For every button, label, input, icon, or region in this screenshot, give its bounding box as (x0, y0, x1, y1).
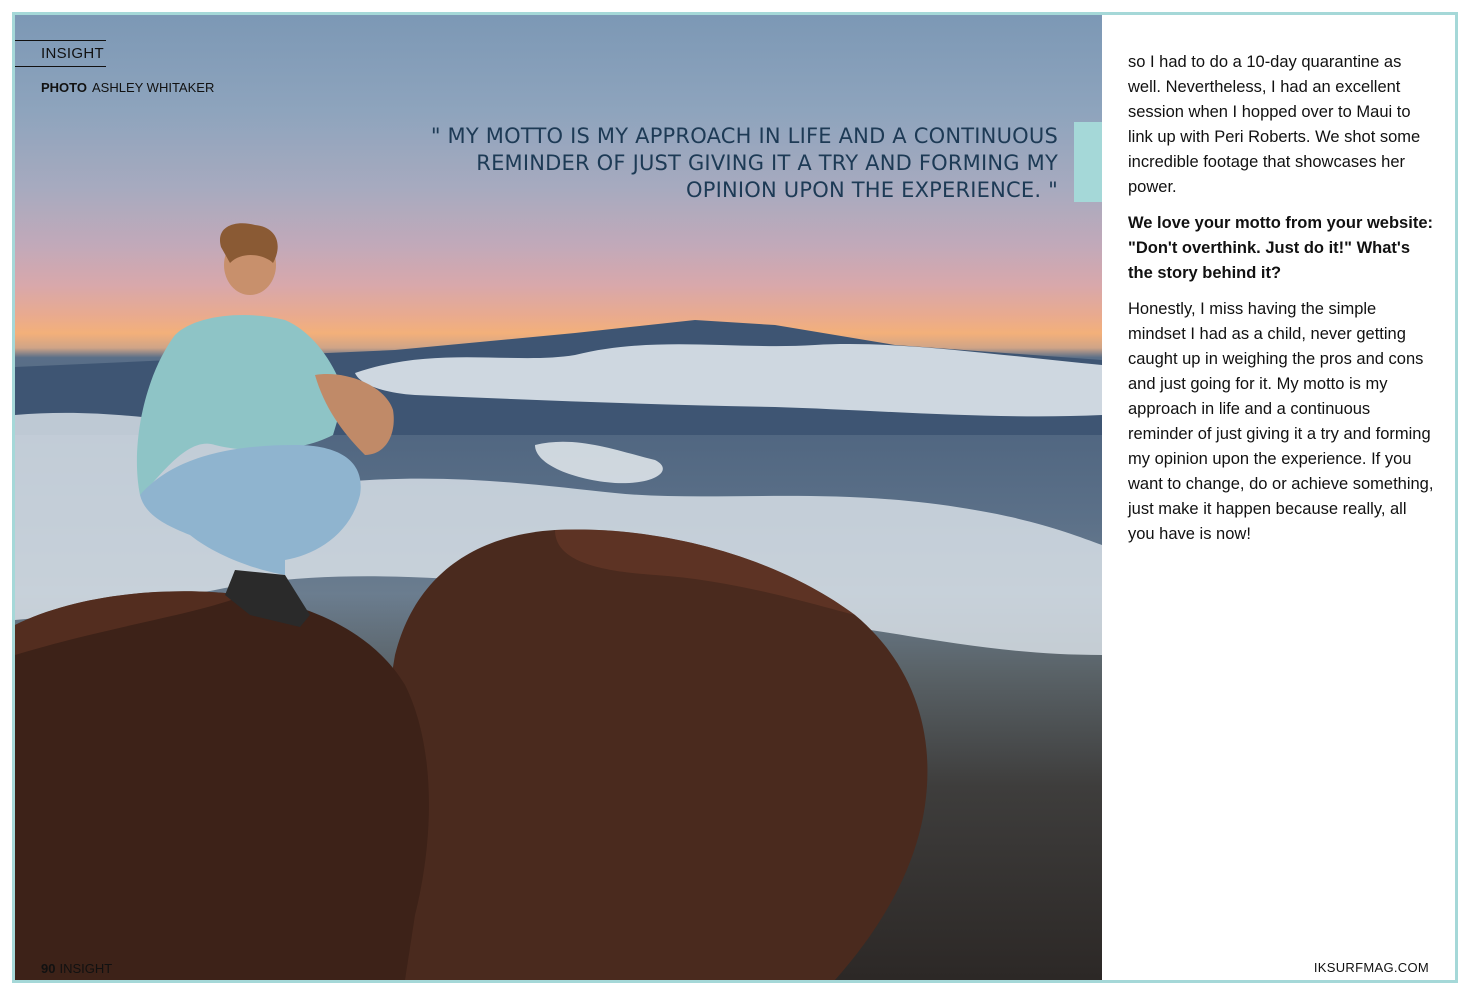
article-paragraph: Honestly, I miss having the simple mindset I had as a child, never getting caught up in weighing the pros and cons and just going for it. My motto is my approach in life and a continuous reminder of just giving it a try and forming my opinion upon the experience. If you want to change, do or achieve something, just make it happen because really, all you have is now! (1128, 300, 1434, 543)
section-label: INSIGHT (41, 45, 104, 62)
interview-question: We love your motto from your website: "Don't overthink. Just do it!" What's the story behind it? (1128, 214, 1433, 282)
photo-credit (41, 80, 214, 95)
quote-accent-bar (1074, 122, 1102, 202)
page-number: 90 (41, 961, 56, 976)
pull-quote: " MY MOTTO IS MY APPROACH IN LIFE AND A CONTINUOUS REMINDER OF JUST GIVING IT A TRY AND FORMING MY OPINION UPON THE EXPERIENCE. " (430, 124, 1058, 202)
photo-credit-label: PHOTO (41, 80, 87, 95)
photographer-name: ASHLEY WHITAKER (92, 80, 215, 95)
hero-photo (15, 15, 1102, 980)
folio-section: INSIGHT (59, 961, 113, 976)
boulder-left (15, 591, 429, 980)
website-url: IKSURFMAG.COM (1313, 960, 1429, 975)
article-column (1128, 50, 1434, 558)
article-paragraph: so I had to do a 10-day quarantine as well. Nevertheless, I had an excellent session when I hopped over to Maui to link up with Peri Roberts. We shot some incredible footage that showcases her power. (1128, 53, 1421, 196)
magazine-spread (12, 12, 1458, 983)
page-folio (41, 961, 112, 976)
header-rule-top (15, 40, 106, 41)
header-rule-bottom (15, 66, 106, 67)
